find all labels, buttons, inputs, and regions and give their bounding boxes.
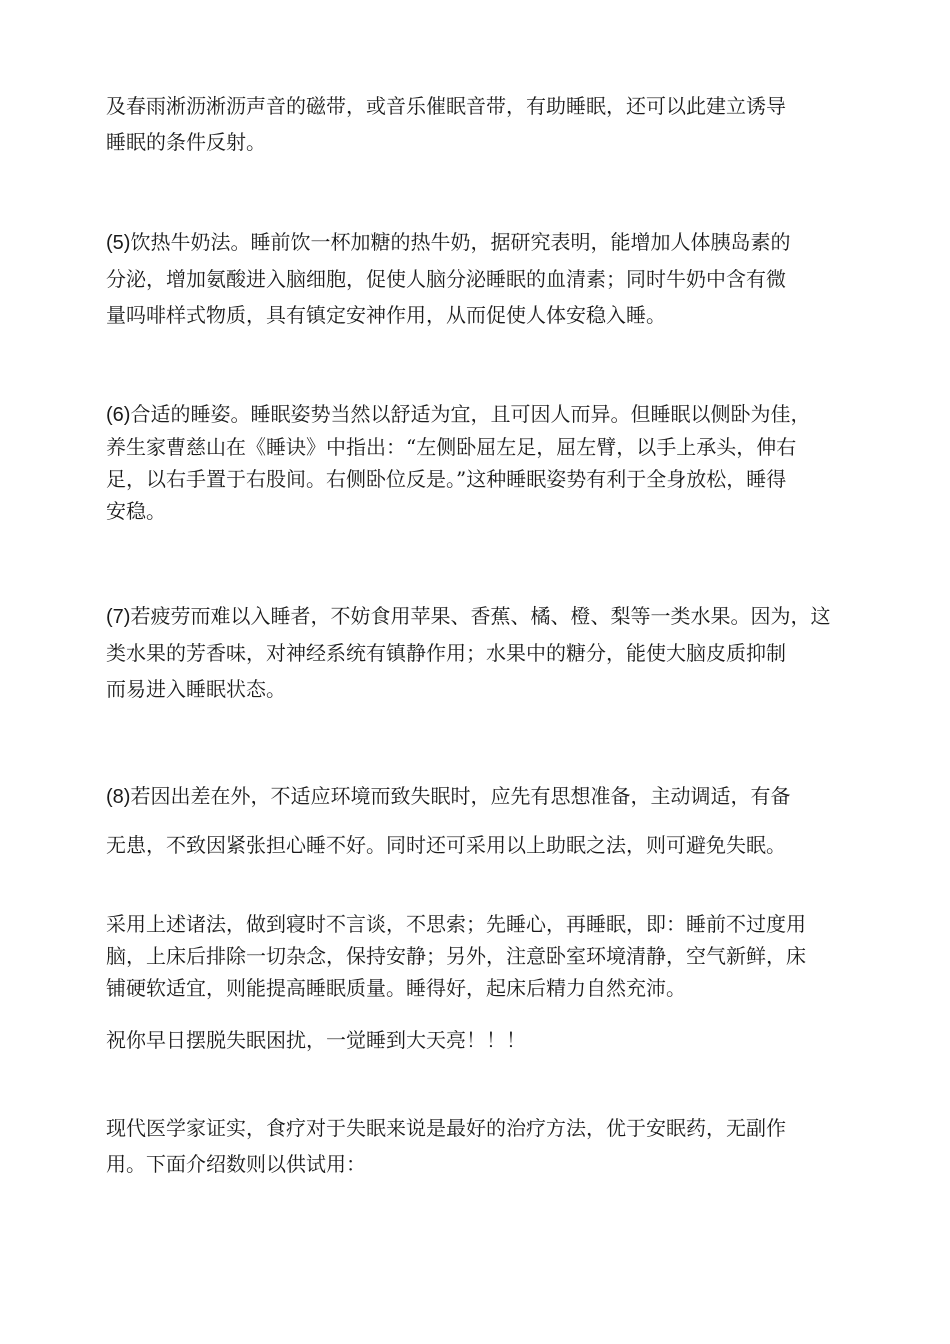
text-line: 及春雨淅沥淅沥声音的磁带，或音乐催眠音带，有助睡眠，还可以此建立诱导 xyxy=(106,94,786,118)
text-line: 睡眠的条件反射。 xyxy=(106,130,266,154)
text-line xyxy=(106,224,856,261)
text-line xyxy=(106,598,856,635)
text-line xyxy=(106,772,856,821)
text-line: 量吗啡样式物质，具有镇定安神作用，从而促使人体安稳入睡。 xyxy=(106,303,666,327)
text-line: 足，以右手置于右股间。右侧卧位反是。”这种睡眠姿势有利于全身放松，睡得 xyxy=(106,467,787,491)
text-line: 安稳。 xyxy=(106,499,166,523)
paragraph-hot-milk-method xyxy=(106,224,856,333)
paragraph-sleep-posture xyxy=(106,398,856,527)
text-line: 现代医学家证实，食疗对于失眠来说是最好的治疗方法，优于安眠药，无副作 xyxy=(106,1116,786,1140)
text-line: 铺硬软适宜，则能提高睡眠质量。睡得好，起床后精力自然充沛。 xyxy=(106,976,686,1000)
text-line: 无患，不致因紧张担心睡不好。同时还可采用以上助眠之法，则可避免失眠。 xyxy=(106,833,786,857)
text-line: 而易进入睡眠状态。 xyxy=(106,677,286,701)
text-line: 分泌，增加氨酸进入脑细胞，促使人脑分泌睡眠的血清素；同时牛奶中含有微 xyxy=(106,267,786,291)
paragraph-summary xyxy=(106,908,856,1004)
paragraph-travel-insomnia xyxy=(106,772,856,869)
text-line: 类水果的芳香味，对神经系统有镇静作用；水果中的糖分，能使大脑皮质抑制 xyxy=(106,641,786,665)
line-text: 若疲劳而难以入睡者，不妨食用苹果、香蕉、橘、橙、梨等一类水果。因为，这 xyxy=(130,604,831,628)
paragraph-fruit-method xyxy=(106,598,856,707)
paragraph-diet-therapy-intro xyxy=(106,1110,856,1182)
text-line: 祝你早日摆脱失眠困扰，一觉睡到大天亮！！！ xyxy=(106,1028,526,1052)
paragraph-sound-sleep-aid xyxy=(106,88,856,160)
text-line: 用。下面介绍数则以供试用： xyxy=(106,1152,366,1176)
text-line: 养生家曹慈山在《睡诀》中指出：“左侧卧屈左足，屈左臂，以手上承头，伸右 xyxy=(106,435,797,459)
text-line: 脑，上床后排除一切杂念，保持安静；另外，注意卧室环境清静，空气新鲜，床 xyxy=(106,944,806,968)
line-text: 若因出差在外，不适应环境而致失眠时，应先有思想准备，主动调适，有备 xyxy=(130,784,791,808)
item-number: (8) xyxy=(106,786,131,808)
item-number: (6) xyxy=(106,404,131,426)
item-number: (7) xyxy=(106,606,131,628)
line-text: 饮热牛奶法。睡前饮一杯加糖的热牛奶，据研究表明，能增加人体胰岛素的 xyxy=(130,230,791,254)
paragraph-wish xyxy=(106,1022,856,1058)
text-line xyxy=(106,398,856,431)
line-text: 合适的睡姿。睡眠姿势当然以舒适为宜，且可因人而异。但睡眠以侧卧为佳， xyxy=(130,402,811,426)
item-number: (5) xyxy=(106,232,131,254)
text-line: 采用上述诸法，做到寝时不言谈，不思索；先睡心，再睡眠，即：睡前不过度用 xyxy=(106,912,806,936)
